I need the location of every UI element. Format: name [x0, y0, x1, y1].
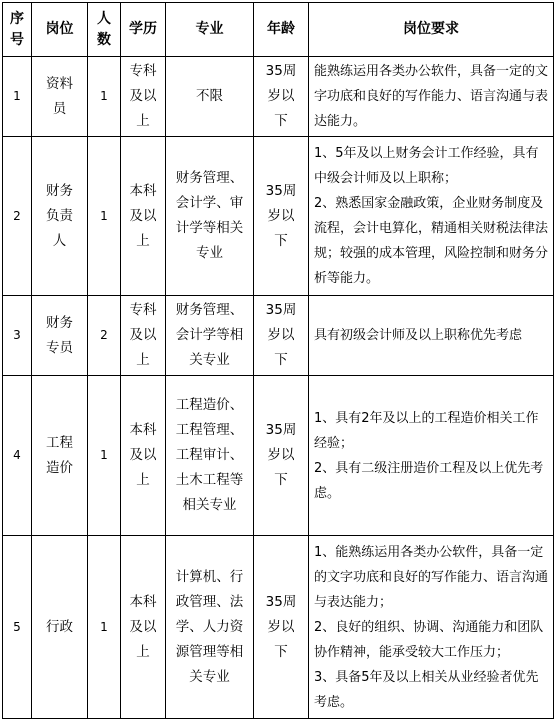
- education-cell: 本科及以上: [121, 376, 166, 536]
- requirement-item: 能熟练运用各类办公软件，具备一定的文字功底和良好的写作能力、语言沟通与表达能力。: [314, 64, 549, 129]
- row-index-cell: 4: [3, 376, 32, 536]
- table-row: [3, 296, 554, 376]
- count-cell: 1: [88, 376, 121, 536]
- position-cell: 财务负责人: [32, 137, 88, 296]
- table-row: [3, 536, 554, 719]
- age-cell: 35周岁以下: [254, 296, 309, 376]
- age-cell: 35周岁以下: [254, 376, 309, 536]
- header-index: 序号: [3, 3, 32, 57]
- requirement-item: 1、5年及以上财务会计工作经验，具有中级会计师及以上职称；: [314, 146, 539, 186]
- major-cell: 不限: [166, 57, 254, 137]
- header-education: 学历: [121, 3, 166, 57]
- requirements-cell: [309, 296, 554, 376]
- major-cell: 工程造价、工程管理、工程审计、土木工程等相关专业: [166, 376, 254, 536]
- row-index-cell: 5: [3, 536, 32, 719]
- count-cell: 1: [88, 536, 121, 719]
- education-cell: 专科及以上: [121, 296, 166, 376]
- education-cell: 本科及以上: [121, 536, 166, 719]
- position-cell: 资料员: [32, 57, 88, 137]
- position-cell: 工程造价: [32, 376, 88, 536]
- position-cell: 财务专员: [32, 296, 88, 376]
- row-index-cell: 2: [3, 137, 32, 296]
- requirements-cell: [309, 137, 554, 296]
- requirement-item: 具有初级会计师及以上职称优先考虑: [314, 328, 523, 343]
- table-row: [3, 137, 554, 296]
- requirement-item: 2、具有二级注册造价工程及以上优先考虑。: [314, 460, 544, 501]
- position-cell: 行政: [32, 536, 88, 719]
- major-cell: 计算机、行政管理、法学、人力资源管理等相关专业: [166, 536, 254, 719]
- row-index-cell: 3: [3, 296, 32, 376]
- header-requirements: 岗位要求: [309, 3, 554, 57]
- row-index-cell: 1: [3, 57, 32, 137]
- requirement-item: 2、熟悉国家金融政策，企业财务制度及流程，会计电算化，精通相关财税法律法规；较强的成本管理，风险控制和财务分析等能力。: [314, 196, 549, 286]
- age-cell: 35周岁以下: [254, 57, 309, 137]
- age-cell: 35周岁以下: [254, 536, 309, 719]
- header-position: 岗位: [32, 3, 88, 57]
- requirements-cell: [309, 536, 554, 719]
- requirement-item: 3、具备5年及以上相关从业经验者优先考虑。: [314, 669, 539, 710]
- header-count: 人数: [88, 3, 121, 57]
- table-header-row: [3, 3, 554, 57]
- count-cell: 1: [88, 137, 121, 296]
- requirement-item: 2、良好的组织、协调、沟通能力和团队协作精神，能承受较大工作压力；: [314, 619, 544, 660]
- table-row: [3, 57, 554, 137]
- age-cell: 35周岁以下: [254, 137, 309, 296]
- requirement-item: 1、具有2年及以上的工程造价相关工作经验；: [314, 410, 539, 451]
- requirement-item: 1、能熟练运用各类办公软件，具备一定的文字功底和良好的写作能力、语言沟通与表达能力；: [314, 544, 549, 610]
- education-cell: 专科及以上: [121, 57, 166, 137]
- job-requirements-table: [2, 2, 554, 719]
- count-cell: 2: [88, 296, 121, 376]
- requirements-cell: [309, 57, 554, 137]
- major-cell: 财务管理、会计学、审计学等相关专业: [166, 137, 254, 296]
- count-cell: 1: [88, 57, 121, 137]
- requirements-cell: [309, 376, 554, 536]
- header-age: 年龄: [254, 3, 309, 57]
- table-row: [3, 376, 554, 536]
- education-cell: 本科及以上: [121, 137, 166, 296]
- header-major: 专业: [166, 3, 254, 57]
- major-cell: 财务管理、会计学等相关专业: [166, 296, 254, 376]
